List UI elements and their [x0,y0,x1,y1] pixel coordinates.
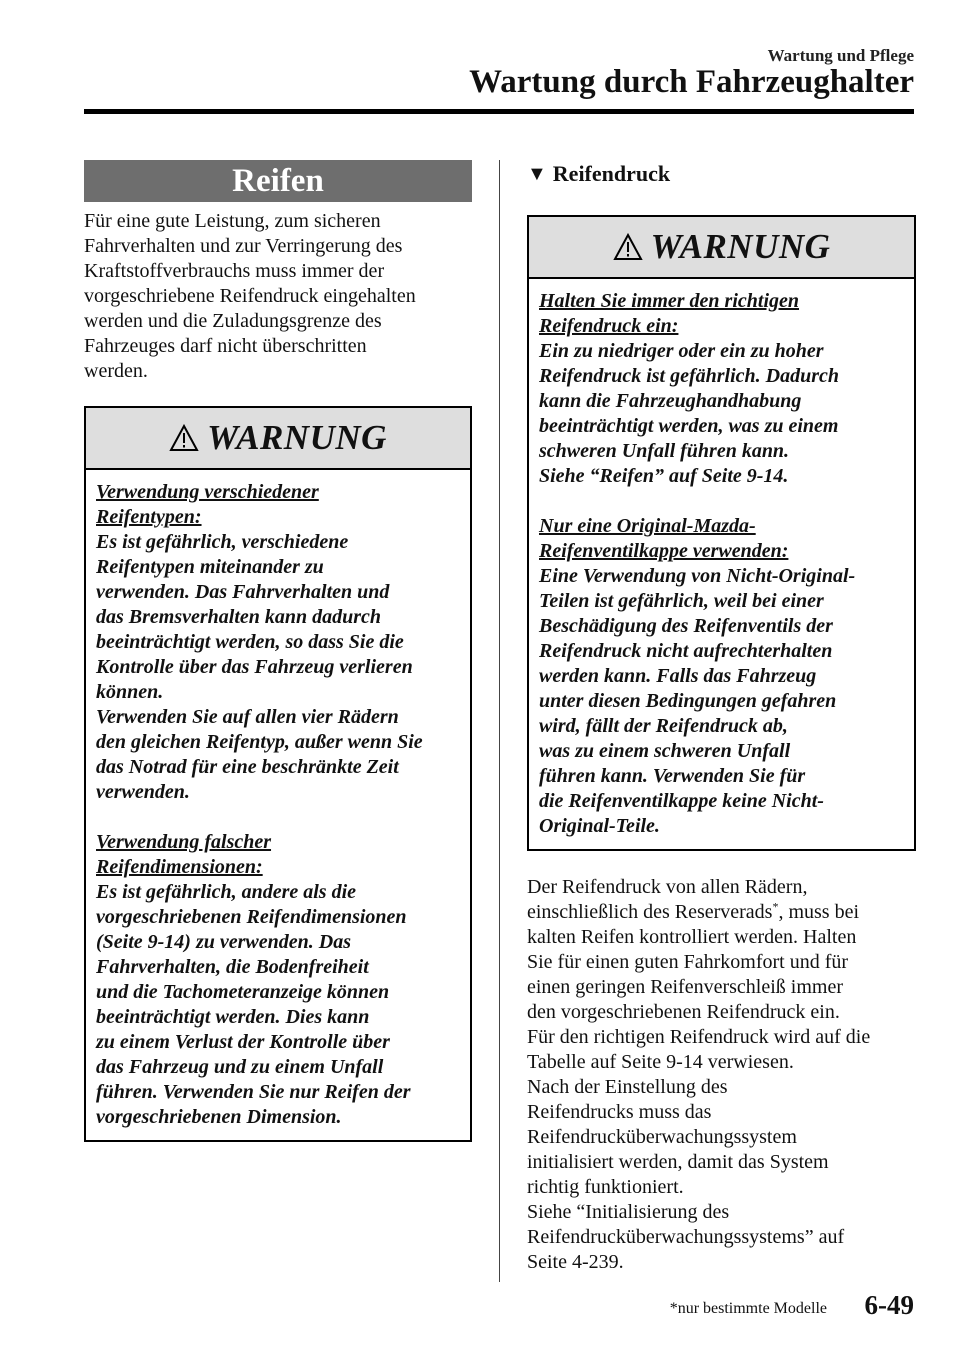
text-line: Tabelle auf Seite 9-14 verwiesen. [527,1051,794,1073]
warning-line: beeinträchtigt werden, was zu einem [539,415,839,437]
warning-subheading: Reifentypen: [96,506,202,528]
text-line: Reifendrucküberwachungssystems” auf [527,1226,845,1248]
warning-line: das Bremsverhalten kann dadurch [96,606,382,628]
warning-line: Siehe “Reifen” auf Seite 9-14. [539,465,789,487]
text-line: Reifendrucküberwachungssystem [527,1126,797,1148]
warning-line: Reifentypen miteinander zu [96,556,324,578]
warning-subheading: Reifendimensionen: [96,856,263,878]
warning-line: das Fahrzeug und zu einem Unfall [96,1056,384,1078]
warning-title: WARNUNG [207,418,387,457]
warning-box-tire-types [84,406,472,1142]
warning-body [86,470,470,1140]
warning-line: können. [96,681,164,703]
warning-subheading: Reifendruck ein: [539,315,679,337]
warning-body [529,279,914,849]
section-banner-reifen: Reifen [84,160,472,202]
warning-line: Original-Teile. [539,815,660,837]
text-line: richtig funktioniert. [527,1176,684,1198]
warning-line: die Reifenventilkappe keine Nicht- [539,790,824,812]
text-line: kalten Reifen kontrolliert werden. Halten [527,926,857,948]
subheading-reifendruck [527,160,916,188]
warning-line: führen. Verwenden Sie nur Reifen der [96,1081,411,1103]
warning-subheading: Verwendung falscher [96,831,272,853]
warning-subheading: Reifenventilkappe verwenden: [539,540,789,562]
warning-line: kann die Fahrzeughandhabung [539,390,802,412]
section-title: Wartung durch Fahrzeughalter [469,64,914,100]
footnote: *nur bestimmte Modelle [669,1300,827,1317]
text-line: Sie für einen guten Fahrkomfort und für [527,951,849,973]
chapter-title: Wartung und Pflege [767,46,914,65]
spacer [539,489,904,514]
spacer [96,805,460,830]
tire-pressure-paragraph [527,875,916,1275]
subheading-label: Reifendruck [552,161,671,186]
intro-paragraph [84,209,472,384]
text-segment: , muss bei [778,901,860,923]
warning-line: wird, fällt der Reifendruck ab, [539,715,788,737]
warning-line: Eine Verwendung von Nicht-Original- [539,565,856,587]
warning-line: führen kann. Verwenden Sie für [539,765,806,787]
warning-line: verwenden. [96,781,190,803]
warning-line: Es ist gefährlich, andere als die [96,881,357,903]
triangle-down-icon: ▼ [527,162,547,185]
warning-line: vorgeschriebenen Dimension. [96,1106,342,1128]
text-line: den vorgeschriebenen Reifendruck ein. [527,1001,840,1023]
warning-line: verwenden. Das Fahrverhalten und [96,581,390,603]
warning-line: Verwenden Sie auf allen vier Rädern [96,706,399,728]
warning-line: Es ist gefährlich, verschiedene [96,531,349,553]
text-segment: einschließlich des Reserverads [527,901,773,923]
warning-line: Reifendruck ist gefährlich. Dadurch [539,365,840,387]
text-line: Fahrzeuges darf nicht überschritten [84,335,367,357]
warning-subheading: Verwendung verschiedener [96,481,319,503]
warning-line: beeinträchtigt werden, so dass Sie die [96,631,404,653]
warning-line: vorgeschriebenen Reifendimensionen [96,906,407,928]
warning-line: beeinträchtigt werden. Dies kann [96,1006,370,1028]
text-line: Reifendrucks muss das [527,1101,712,1123]
warning-line: werden kann. Falls das Fahrzeug [539,665,817,687]
right-column [527,160,916,1275]
warning-line: Kontrolle über das Fahrzeug verlieren [96,656,413,678]
warning-line: und die Tachometeranzeige können [96,981,390,1003]
warning-title: WARNUNG [650,227,831,266]
warning-line: schweren Unfall führen kann. [539,440,790,462]
text-line: initialisiert werden, damit das System [527,1151,829,1173]
warning-triangle-icon [613,233,643,261]
warning-header [86,408,470,470]
text-line: Nach der Einstellung des [527,1076,728,1098]
warning-line: Reifendruck nicht aufrechterhalten [539,640,833,662]
text-line: Kraftstoffverbrauchs muss immer der [84,260,385,282]
warning-line: Fahrverhalten, die Bodenfreiheit [96,956,369,978]
warning-line: das Notrad für eine beschränkte Zeit [96,756,399,778]
text-line [527,900,916,925]
warning-box-tire-pressure [527,215,916,851]
text-line: Seite 4-239. [527,1251,624,1273]
text-line: Fahrverhalten und zur Verringerung des [84,235,403,257]
footnote-marker: * [772,899,779,914]
text-line: werden. [84,360,148,382]
left-column [84,160,472,1142]
warning-header [529,217,914,279]
warning-line: Beschädigung des Reifenventils der [539,615,833,637]
column-divider [499,160,500,1282]
warning-subheading: Nur eine Original-Mazda- [539,515,756,537]
warning-subheading: Halten Sie immer den richtigen [539,290,800,312]
warning-line: Ein zu niedriger oder ein zu hoher [539,340,824,362]
text-line: Der Reifendruck von allen Rädern, [527,876,808,898]
text-line: Für eine gute Leistung, zum sicheren [84,210,381,232]
warning-line: Teilen ist gefährlich, weil bei einer [539,590,824,612]
text-line: einen geringen Reifenverschleiß immer [527,976,843,998]
warning-line: (Seite 9-14) zu verwenden. Das [96,931,351,953]
header-rule [84,109,914,114]
text-line: vorgeschriebene Reifendruck eingehalten [84,285,416,307]
text-line: Siehe “Initialisierung des [527,1201,730,1223]
text-line: werden und die Zuladungsgrenze des [84,310,382,332]
warning-line: was zu einem schweren Unfall [539,740,791,762]
warning-line: unter diesen Bedingungen gefahren [539,690,837,712]
warning-line: den gleichen Reifentyp, außer wenn Sie [96,731,423,753]
warning-line: zu einem Verlust der Kontrolle über [96,1031,390,1053]
text-line: Für den richtigen Reifendruck wird auf die [527,1026,871,1048]
page-number: 6-49 [864,1290,914,1320]
warning-triangle-icon [169,424,199,452]
